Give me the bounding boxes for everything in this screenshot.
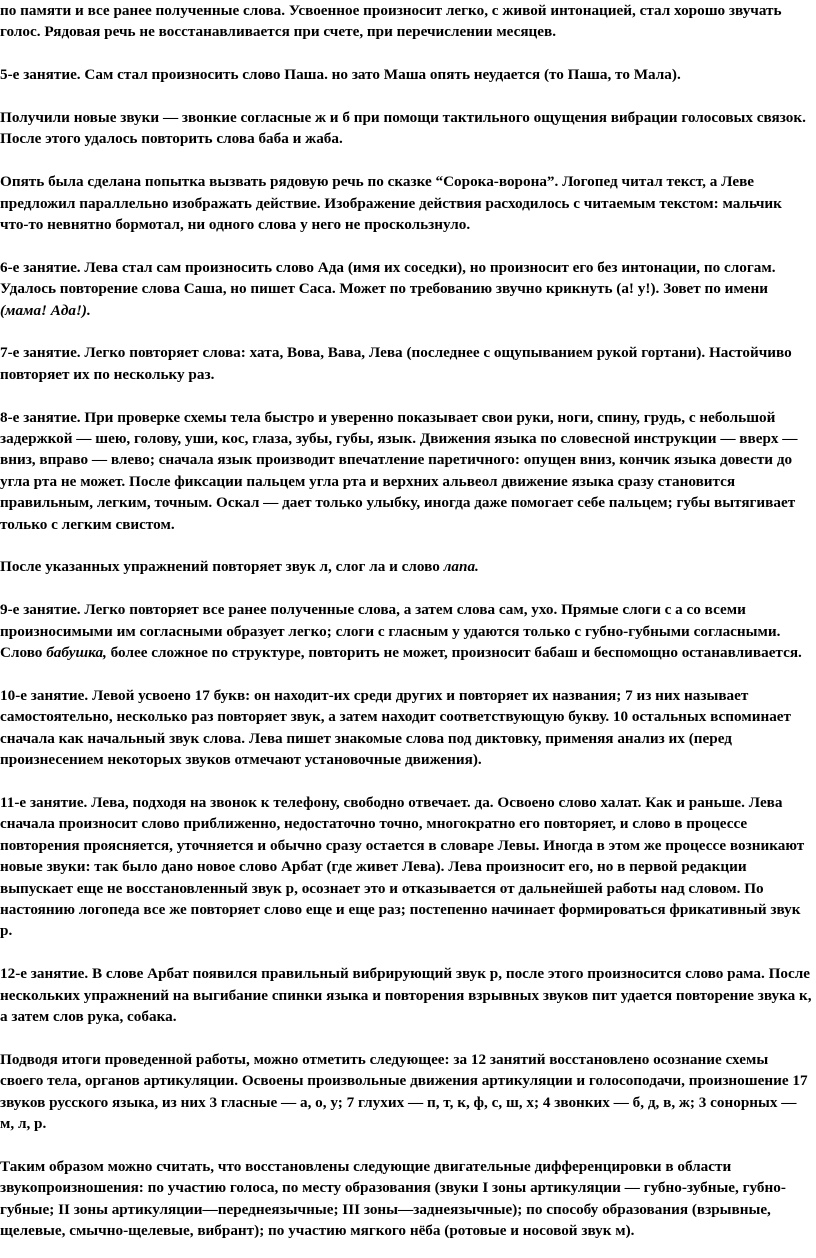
paragraph-9 (0, 599, 814, 663)
paragraph-text: 8-е занятие. При проверке схемы тела быстро и уверенно показывает свои руки, ноги, спину, грудь, с небольшой задержкой — шею, голову, уши, кос, глаза, зубы, губы, язык. Движения языка по словесной инструкции — вверх — вниз, вправо — влево; сначала язык производит впечатление паретичного: опущен вниз, кончик языка довести до угла рта не может. После фиксации пальцем угла рта и верхних альвеол движение языка сразу становится правильным, легким, точным. Оскал — дает только улыбку, иногда даже помогает себе пальцем; губы вытягивает только с легким свистом. (0, 408, 798, 533)
paragraph-text: После указанных упражнений повторяет звук л, слог ла и слово (0, 558, 444, 576)
paragraph-text: 6-е занятие. Лева стал сам произносить слово Ада (имя их соседки), но произносит его без интонации, по слогам. Удалось повторение слова Саша, но пишет Саса. Может по требованию звучно крикнуть (а! у!). Зовет по имени (0, 258, 776, 298)
paragraph-text: 12-е занятие. В слове Арбат появился правильный вибрирующий звук р, после этого произносится слово рама. После нескольких упражнений на выгибание спинки языка и повторения взрывных звуков пит удается повторение звука к, а затем слов рука, собака. (0, 965, 812, 1025)
paragraph-3 (0, 107, 814, 150)
paragraph-11 (0, 792, 814, 942)
paragraph-7 (0, 407, 814, 535)
paragraph-text: более сложное по структуре, повторить не может, произносит бабаш и беспомощно останавливается. (106, 644, 802, 662)
paragraph-text: 10-е занятие. Левой усвоено 17 букв: он находит-их среди других и повторяет их названия; 7 из них называет самостоятельно, несколько раз повторяет звук, а затем находит соответствующую букву. 10 остальных вспоминает сначала как начальный звук слова. Лева пишет знакомые слова под диктовку, применяя анализ их (перед произнесением некоторых звуков отмечают установочные движения). (0, 686, 791, 769)
paragraph-12 (0, 963, 814, 1027)
paragraph-text: Опять была сделана попытка вызвать рядовую речь по сказке “Сорока-ворона”. Логопед читал текст, а Леве предложил параллельно изображать действие. Изображение действия расходилось с читаемым текстом: мальчик что-то невнятно бормотал, ни одного слова у него не проскользнуло. (0, 173, 782, 234)
paragraph-5 (0, 257, 814, 321)
paragraph-text: 9-е занятие. Легко повторяет все ранее полученные слова, а затем слова сам, ухо. Прямые слоги с а со всеми произносимыми им согласными образует легко; слоги с гласным у удаются только с губно-губными согласными. Слово (0, 601, 781, 662)
paragraph-text: по памяти и все ранее полученные слова. Усвоенное произносит легко, с живой интонацией, стал хорошо звучать голос. Рядовая речь не восстанавливается при счете, при перечислении месяцев. (0, 2, 782, 41)
paragraph-10 (0, 685, 814, 771)
paragraph-14 (0, 1156, 814, 1242)
paragraph-1 (0, 0, 814, 43)
paragraph-italic-text: лапа. (443, 558, 479, 576)
paragraph-text: 5-е занятие. Сам стал произносить слово Паша. но зато Маша опять неудается (то Паша, то Мала). (0, 66, 681, 84)
paragraph-text: Таким образом можно считать, что восстановлены следующие двигательные дифференцировки в области звукопроизношения: по участию голоса, по месту образования (звуки I зоны артикуляции — губно-зубные, губно-губные; II зоны артикуляции—переднеязычные; III зоны—заднеязычные); по способу образования (взрывные, щелевые, смычно-щелевые, вибрант); по участию мягкого нёба (ротовые и носовой звук м). (0, 1157, 786, 1239)
paragraph-text: 7-е занятие. Легко повторяет слова: хата, Вова, Вава, Лева (последнее с ощупыванием рукой гортани). Настойчиво повторяет их по нескольку раз. (0, 344, 792, 383)
paragraph-italic-text: бабушка, (46, 644, 107, 662)
paragraph-13 (0, 1049, 814, 1135)
paragraph-4 (0, 171, 814, 235)
paragraph-2 (0, 64, 814, 85)
paragraph-8 (0, 556, 814, 577)
paragraph-italic-text: (мама! Ада!). (0, 301, 91, 319)
paragraph-text: Подводя итоги проведенной работы, можно отметить следующее: за 12 занятий восстановлено осознание схемы своего тела, органов артикуляции. Освоены произвольные движения артикуляции и голосоподачи, произношение 17 звуков русского языка, из них 3 гласные — а, о, у; 7 глухих — п, т, к, ф, с, ш, х; 4 звонких — б, д, в, ж; 3 сонорных — м, л, р. (0, 1050, 808, 1132)
paragraph-text: 11-е занятие. Лева, подходя на звонок к телефону, свободно отвечает. да. Освоено слово халат. Как и раньше. Лева сначала произносит слово приближенно, недостаточно точно, многократно его повторяет, и слово в процессе повторения проясняется, уточняется и обычно сразу остается в словаре Левы. Иногда в этом же процессе возникают новые звуки: так было дано новое слово Арбат (где живет Лева). Лева произносит его, но в первой редакции выпускает еще не восстановленный звук р, осознает это и отказывается от дальнейшей работы над словом. По настоянию логопеда все же повторяет слово еще и еще раз; постепенно начинает формироваться фрикативный звук р. (0, 793, 805, 940)
paragraph-text: Получили новые звуки — звонкие согласные ж и б при помощи тактильного ощущения вибрации голосовых связок. После этого удалось повторить слова баба и жаба. (0, 109, 806, 148)
paragraph-6 (0, 342, 814, 385)
